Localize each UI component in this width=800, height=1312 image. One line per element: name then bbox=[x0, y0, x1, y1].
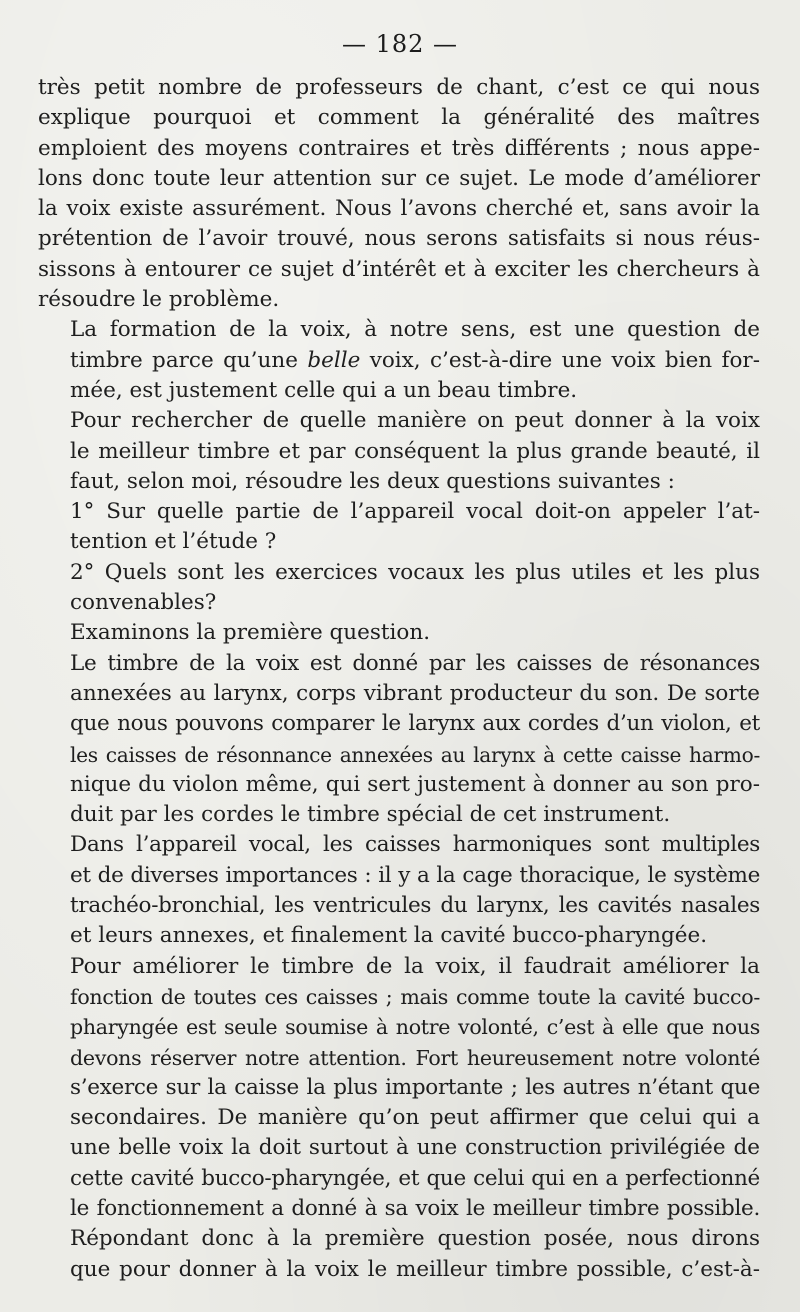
text-line: mée, est justement celle qui a un beau timbre. bbox=[70, 377, 578, 403]
text-line: et de diverses importances : il y a la cage thoracique, le système bbox=[70, 862, 760, 888]
text-line: le meilleur timbre et par conséquent la plus grande beauté, il bbox=[70, 438, 760, 464]
text-line: Le timbre de la voix est donné par les caisses de résonances bbox=[70, 650, 760, 676]
text-line: Examinons la première question. bbox=[70, 620, 431, 646]
paragraph bbox=[38, 952, 760, 1225]
body-text bbox=[38, 73, 760, 1285]
text-line: 1° Sur quelle partie de l’appareil vocal doit-on appeler l’at- bbox=[70, 499, 760, 525]
text-line: La formation de la voix, à notre sens, est une question de bbox=[70, 317, 760, 343]
paragraph bbox=[38, 1224, 760, 1285]
text-line: faut, selon moi, résoudre les deux questions suivantes : bbox=[70, 468, 675, 494]
text-line: que nous pouvons comparer le larynx aux cordes d’un violon, et bbox=[70, 711, 760, 737]
text-line: nique du violon même, qui sert justement à donner au son pro- bbox=[70, 771, 760, 797]
text-line: le fonctionnement a donné à sa voix le meilleur timbre possible. bbox=[70, 1195, 760, 1221]
text-line: explique pourquoi et comment la généralité des maîtres bbox=[38, 105, 760, 131]
page-number: — 182 — bbox=[341, 30, 459, 58]
text-fragment: voix, c’est-à-dire une voix bien for- bbox=[369, 347, 760, 373]
text-line bbox=[38, 346, 760, 376]
text-fragment: timbre parce qu’une bbox=[70, 347, 298, 373]
text-line: tention et l’étude ? bbox=[70, 529, 277, 555]
text-line: annexées au larynx, corps vibrant producteur du son. De sorte bbox=[70, 680, 760, 706]
text-line: secondaires. De manière qu’on peut affirmer que celui qui a bbox=[70, 1105, 760, 1131]
text-line: résoudre le problème. bbox=[38, 287, 280, 313]
text-line: pharyngée est seule soumise à notre volonté, c’est à elle que nous bbox=[70, 1015, 760, 1040]
text-line: emploient des moyens contraires et très différents ; nous appe- bbox=[38, 135, 760, 161]
text-line: et leurs annexes, et finalement la cavité bucco-pharyngée. bbox=[70, 923, 708, 949]
text-line: lons donc toute leur attention sur ce sujet. Le mode d’améliorer bbox=[38, 165, 760, 191]
text-line: trachéo-bronchial, les ventricules du larynx, les cavités nasales bbox=[70, 893, 760, 919]
text-line: Dans l’appareil vocal, les caisses harmoniques sont multiples bbox=[70, 832, 760, 858]
text-line: prétention de l’avoir trouvé, nous serons satisfaits si nous réus- bbox=[38, 226, 760, 252]
text-line: s’exerce sur la caisse la plus importante ; les autres n’étant que bbox=[70, 1074, 760, 1100]
text-line: Répondant donc à la première question posée, nous dirons bbox=[70, 1226, 760, 1252]
question-2 bbox=[38, 558, 760, 619]
text-line: une belle voix la doit surtout à une construction privilégiée de bbox=[70, 1135, 760, 1161]
text-line: Pour rechercher de quelle manière on peut donner à la voix bbox=[70, 408, 760, 434]
paragraph bbox=[38, 315, 760, 406]
text-line: 2° Quels sont les exercices vocaux les plus utiles et les plus bbox=[70, 559, 760, 585]
paragraph bbox=[38, 649, 760, 831]
paragraph bbox=[38, 406, 760, 497]
text-line: les caisses de résonnance annexées au larynx à cette caisse harmo- bbox=[70, 742, 760, 767]
text-line: Pour améliorer le timbre de la voix, il faudrait améliorer la bbox=[70, 953, 760, 979]
text-line: très petit nombre de professeurs de chant, c’est ce qui nous bbox=[38, 75, 760, 100]
italic-word: belle bbox=[307, 347, 361, 373]
text-line: convenables? bbox=[70, 590, 217, 616]
text-line: cette cavité bucco-pharyngée, et que celui qui en a perfectionné bbox=[70, 1165, 760, 1191]
paragraph bbox=[38, 618, 760, 648]
text-line: la voix existe assurément. Nous l’avons cherché et, sans avoir la bbox=[38, 196, 760, 222]
text-line: duit par les cordes le timbre spécial de cet instrument. bbox=[70, 802, 671, 828]
paragraph bbox=[38, 73, 760, 315]
text-line: fonction de toutes ces caisses ; mais comme toute la cavité bucco- bbox=[70, 984, 760, 1009]
question-1 bbox=[38, 497, 760, 558]
text-line: devons réserver notre attention. Fort heureusement notre volonté bbox=[70, 1045, 760, 1070]
text-line: sissons à entourer ce sujet d’intérêt et à exciter les chercheurs à bbox=[38, 256, 760, 282]
text-line: que pour donner à la voix le meilleur timbre possible, c’est-à- bbox=[70, 1256, 760, 1282]
paragraph bbox=[38, 830, 760, 951]
